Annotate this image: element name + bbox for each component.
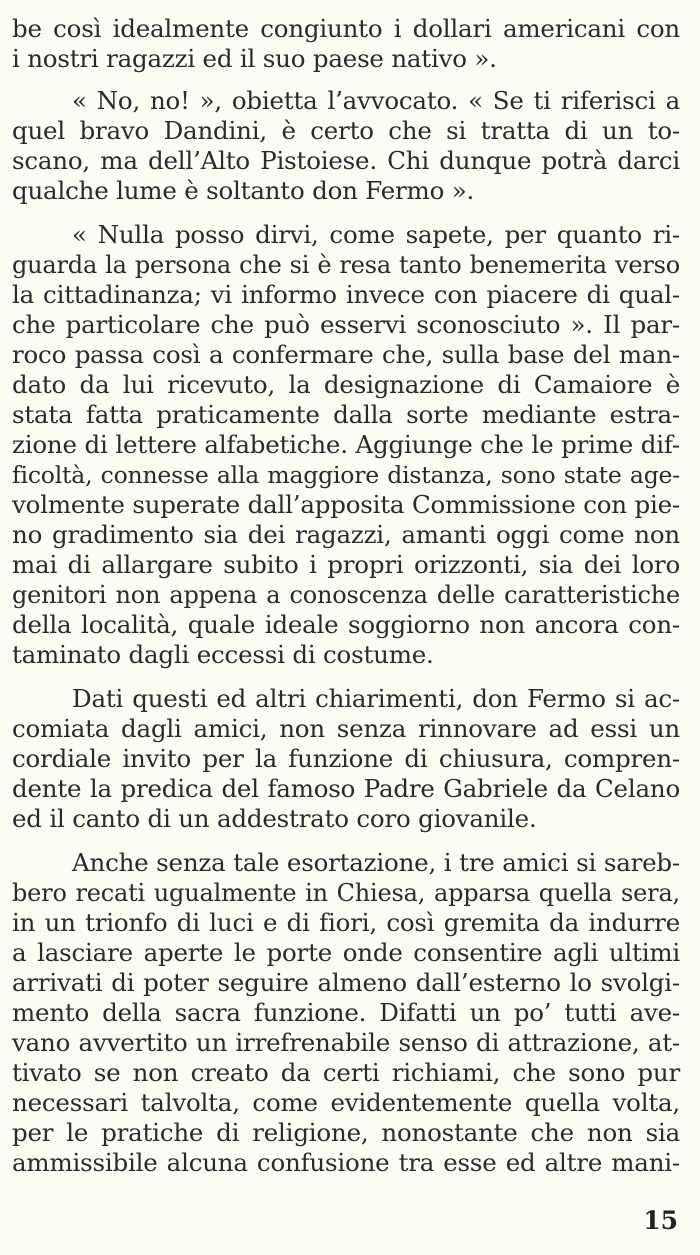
text-line: della località, quale ideale soggiorno non ancora con- bbox=[12, 610, 680, 639]
text-line: zione di lettere alfabetiche. Aggiunge che le prime dif- bbox=[12, 430, 680, 459]
text-line: Dati questi ed altri chiarimenti, don Fermo si ac- bbox=[72, 684, 680, 713]
text-line: mento della sacra funzione. Difatti un po’ tutti ave- bbox=[12, 998, 680, 1027]
text-line: a lasciare aperte le porte onde consentire agli ultimi bbox=[12, 938, 680, 967]
text-line: ed il canto di un addestrato coro giovanile. bbox=[12, 804, 537, 833]
text-line: necessari talvolta, come evidentemente quella volta, bbox=[12, 1088, 680, 1117]
text-line: in un trionfo di luci e di fiori, così gremita da indurre bbox=[12, 908, 680, 937]
text-line: no gradimento sia dei ragazzi, amanti oggi come non bbox=[12, 520, 680, 549]
text-line: per le pratiche di religione, nonostante che non sia bbox=[12, 1118, 680, 1147]
text-line: taminato dagli eccessi di costume. bbox=[12, 640, 434, 669]
text-line: che particolare che può esservi sconosciuto ». Il par- bbox=[12, 310, 680, 339]
text-line: quel bravo Dandini, è certo che si tratta di un to- bbox=[12, 116, 680, 145]
text-line: tivato se non creato da certi richiami, che sono pur bbox=[12, 1058, 680, 1087]
text-line: ammissibile alcuna confusione tra esse ed altre mani- bbox=[12, 1148, 680, 1177]
text-line: scano, ma dell’Alto Pistoiese. Chi dunque potrà darci bbox=[12, 146, 680, 175]
text-line: guarda la persona che si è resa tanto benemerita verso bbox=[12, 251, 680, 279]
text-line: « Nulla posso dirvi, come sapete, per quanto ri- bbox=[72, 220, 680, 249]
text-line: i nostri ragazzi ed il suo paese nativo ». bbox=[12, 44, 497, 73]
text-line: stata fatta praticamente dalla sorte mediante estra- bbox=[12, 400, 680, 429]
text-line: be così idealmente congiunto i dollari americani con bbox=[12, 14, 680, 43]
text-line: qualche lume è soltanto don Fermo ». bbox=[12, 176, 475, 205]
page-number: 15 bbox=[643, 1206, 678, 1235]
text-line: mai di allargare subito i propri orizzonti, sia dei loro bbox=[12, 550, 680, 579]
text-line: vano avvertito un irrefrenabile senso di attrazione, at- bbox=[12, 1028, 680, 1057]
text-line: comiata dagli amici, non senza rinnovare ad essi un bbox=[12, 714, 680, 743]
text-line: ficoltà, connesse alla maggiore distanza, sono state age- bbox=[12, 461, 680, 489]
text-line: cordiale invito per la funzione di chiusura, compren- bbox=[12, 744, 680, 773]
text-line: la cittadinanza; vi informo invece con piacere di qual- bbox=[12, 280, 680, 309]
text-line: bero recati ugualmente in Chiesa, apparsa quella sera, bbox=[12, 879, 680, 907]
text-line: dente la predica del famoso Padre Gabriele da Celano bbox=[12, 774, 680, 803]
text-line: « No, no! », obietta l’avvocato. « Se ti riferisci a bbox=[72, 86, 680, 115]
text-line: Anche senza tale esortazione, i tre amici si sareb- bbox=[72, 848, 680, 877]
text-line: genitori non appena a conoscenza delle caratteristiche bbox=[12, 581, 680, 609]
text-line: dato da lui ricevuto, la designazione di Camaiore è bbox=[12, 370, 680, 399]
text-line: arrivati di poter seguire almeno dall’esterno lo svolgi- bbox=[12, 968, 680, 997]
text-line: volmente superate dall’apposita Commissione con pie- bbox=[12, 490, 680, 519]
text-line: roco passa così a confermare che, sulla base del man- bbox=[12, 340, 680, 369]
